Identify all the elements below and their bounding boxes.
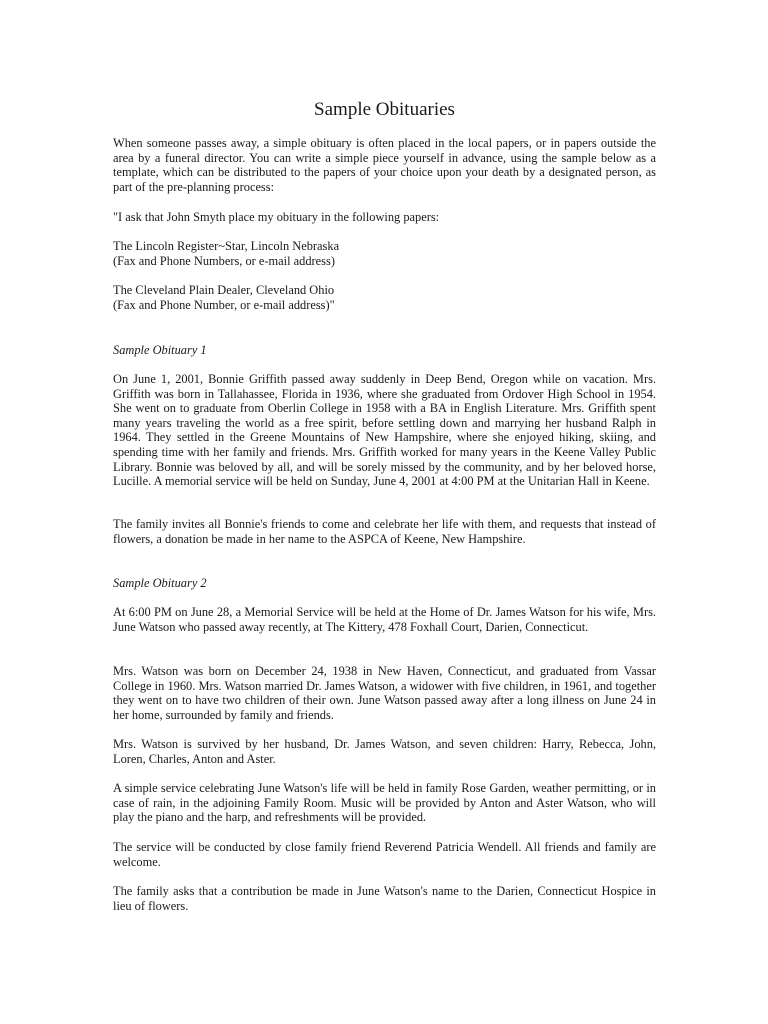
sample-2-heading: Sample Obituary 2	[113, 576, 207, 590]
sample-2-paragraph-4: A simple service celebrating June Watson's life will be held in family Rose Garden, weather permitting, or in case of rain, in the adjoining Family Room. Music will be provided by Anton and Aster Watson, who will play the piano and the harp, and refreshments will be provided.	[113, 781, 656, 825]
sample-2-paragraph-6: The family asks that a contribution be made in June Watson's name to the Darien, Connecticut Hospice in lieu of flowers.	[113, 884, 656, 913]
sample-2-paragraph-1: At 6:00 PM on June 28, a Memorial Service will be held at the Home of Dr. James Watson for his wife, Mrs. June Watson who passed away recently, at The Kittery, 478 Foxhall Court, Darien, Connecticut.	[113, 605, 656, 634]
sample-1-paragraph-1: On June 1, 2001, Bonnie Griffith passed away suddenly in Deep Bend, Oregon while on vacation. Mrs. Griffith was born in Tallahassee, Florida in 1936, where she graduated from Ordover High School in 1954. She went on to graduate from Oberlin College in 1958 with a BA in English Literature. Mrs. Griffith spent many years traveling the world as a free spirit, before settling down and marrying her husband Ralph in 1964. They settled in the Greene Mountains of New Hampshire, where she enjoyed hiking, skiing, and spending time with her family and friends. Mrs. Griffith worked for many years in the Keene Valley Public Library. Bonnie was beloved by all, and will be sorely missed by the community, and by her beloved horse, Lucille. A memorial service will be held on Sunday, June 4, 2001 at 4:00 PM at the Unitarian Hall in Keene.	[113, 372, 656, 489]
sample-1-paragraph-2: The family invites all Bonnie's friends to come and celebrate her life with them, and requests that instead of flowers, a donation be made in her name to the ASPCA of Keene, New Hampshire.	[113, 517, 656, 546]
sample-1-heading: Sample Obituary 1	[113, 343, 207, 357]
paper-1-contact: (Fax and Phone Numbers, or e-mail address)	[113, 253, 335, 268]
page-title: Sample Obituaries	[314, 99, 455, 120]
sample-2-paragraph-2: Mrs. Watson was born on December 24, 1938 in New Haven, Connecticut, and graduated from Vassar College in 1960. Mrs. Watson married Dr. James Watson, a widower with five children, in 1961, and together they went on to have two children of their own. June Watson passed away after a long illness on June 24 in her home, surrounded by family and friends.	[113, 664, 656, 722]
request-line: "I ask that John Smyth place my obituary in the following papers:	[113, 210, 440, 224]
sample-2-paragraph-5: The service will be conducted by close family friend Reverend Patricia Wendell. All friends and family are welcome.	[113, 840, 656, 869]
paper-1-name: The Lincoln Register~Star, Lincoln Nebraska	[113, 239, 340, 253]
paper-entry-1	[113, 239, 656, 268]
paper-2-contact: (Fax and Phone Number, or e-mail address)"	[113, 297, 335, 312]
paper-2-name: The Cleveland Plain Dealer, Cleveland Ohio	[113, 283, 335, 297]
intro-paragraph: When someone passes away, a simple obituary is often placed in the local papers, or in papers outside the area by a funeral director. You can write a simple piece yourself in advance, using the sample below as a template, which can be distributed to the papers of your choice upon your death by a designated person, as part of the pre-planning process:	[113, 136, 656, 194]
paper-entry-2	[113, 283, 656, 312]
sample-2-paragraph-3: Mrs. Watson is survived by her husband, Dr. James Watson, and seven children: Harry, Rebecca, John, Loren, Charles, Anton and Aster.	[113, 737, 656, 766]
